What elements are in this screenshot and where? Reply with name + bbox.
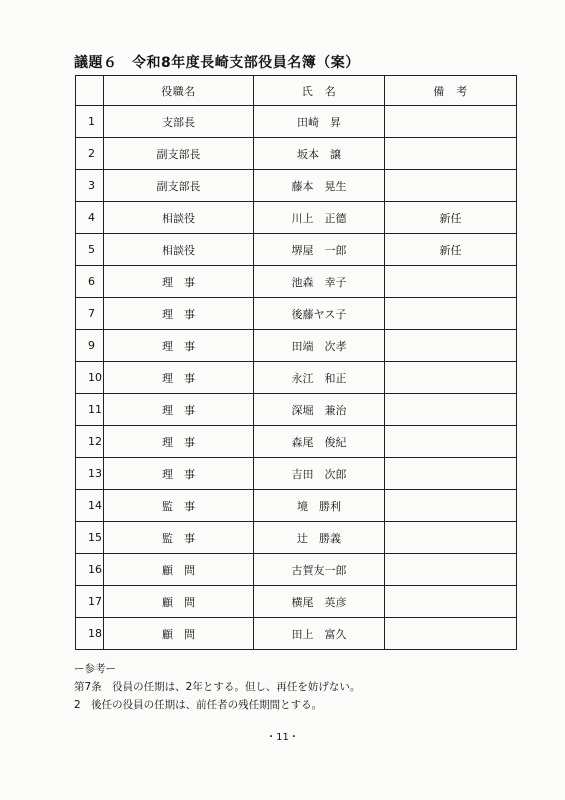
table-row [76, 618, 517, 650]
table-row [76, 426, 517, 458]
header-number [76, 76, 104, 106]
row-number: 18 [76, 618, 104, 650]
row-note [385, 426, 517, 458]
row-name: 田崎 昇 [254, 106, 385, 138]
row-name: 境 勝利 [254, 490, 385, 522]
row-name: 森尾 俊紀 [254, 426, 385, 458]
row-name: 吉田 次郎 [254, 458, 385, 490]
table-row [76, 554, 517, 586]
row-name: 横尾 英彦 [254, 586, 385, 618]
row-number: 7 [76, 298, 104, 330]
row-number: 16 [76, 554, 104, 586]
table-header-row [76, 76, 517, 106]
row-name: 辻 勝義 [254, 522, 385, 554]
table-row [76, 394, 517, 426]
row-position: 顧 問 [104, 554, 254, 586]
row-note [385, 394, 517, 426]
row-position: 監 事 [104, 522, 254, 554]
row-position: 理 事 [104, 266, 254, 298]
table-row [76, 170, 517, 202]
row-note [385, 490, 517, 522]
row-number: 12 [76, 426, 104, 458]
row-note: 新任 [385, 202, 517, 234]
row-name: 永江 和正 [254, 362, 385, 394]
table-row [76, 362, 517, 394]
row-position: 理 事 [104, 426, 254, 458]
table-row [76, 138, 517, 170]
row-name: 堺屋 一郎 [254, 234, 385, 266]
row-number: 17 [76, 586, 104, 618]
row-note [385, 106, 517, 138]
notes-article-7: 第7条 役員の任期は、2年とする。但し、再任を妨げない。 [74, 681, 361, 693]
table-row [76, 458, 517, 490]
row-note [385, 458, 517, 490]
row-name: 坂本 譲 [254, 138, 385, 170]
reference-notes [74, 660, 360, 714]
row-note: 新任 [385, 234, 517, 266]
row-position: 理 事 [104, 458, 254, 490]
table-row [76, 586, 517, 618]
row-number: 2 [76, 138, 104, 170]
table-row [76, 266, 517, 298]
header-position: 役職名 [104, 76, 254, 106]
row-number: 4 [76, 202, 104, 234]
row-position: 理 事 [104, 362, 254, 394]
row-name: 川上 正德 [254, 202, 385, 234]
header-name: 氏 名 [254, 76, 385, 106]
row-name: 池森 幸子 [254, 266, 385, 298]
row-note [385, 138, 517, 170]
row-position: 相談役 [104, 202, 254, 234]
row-position: 理 事 [104, 298, 254, 330]
officer-roster-table [75, 75, 517, 650]
row-position: 支部長 [104, 106, 254, 138]
row-name: 田端 次孝 [254, 330, 385, 362]
table-row [76, 330, 517, 362]
row-number: 10 [76, 362, 104, 394]
document-title: 議題６ 令和8年度長崎支部役員名簿（案） [74, 55, 360, 71]
row-number: 13 [76, 458, 104, 490]
row-note [385, 298, 517, 330]
row-number: 11 [76, 394, 104, 426]
row-name: 藤本 晃生 [254, 170, 385, 202]
row-note [385, 522, 517, 554]
row-number: 15 [76, 522, 104, 554]
row-position: 副支部長 [104, 138, 254, 170]
row-number: 5 [76, 234, 104, 266]
row-position: 顧 問 [104, 586, 254, 618]
row-note [385, 618, 517, 650]
row-note [385, 266, 517, 298]
table-row [76, 522, 517, 554]
row-position: 相談役 [104, 234, 254, 266]
row-number: 1 [76, 106, 104, 138]
row-number: 6 [76, 266, 104, 298]
table-row [76, 234, 517, 266]
row-note [385, 362, 517, 394]
row-note [385, 170, 517, 202]
notes-heading: ー参考ー [74, 663, 116, 675]
page-number: ・11・ [266, 732, 299, 743]
row-position: 理 事 [104, 330, 254, 362]
row-note [385, 554, 517, 586]
row-note [385, 586, 517, 618]
table-row [76, 202, 517, 234]
row-number: 9 [76, 330, 104, 362]
notes-clause-2: 2 後任の役員の任期は、前任者の残任期間とする。 [74, 699, 323, 711]
row-name: 古賀友一郎 [254, 554, 385, 586]
row-position: 顧 問 [104, 618, 254, 650]
table-row [76, 490, 517, 522]
row-note [385, 330, 517, 362]
row-number: 14 [76, 490, 104, 522]
table-row [76, 106, 517, 138]
row-position: 理 事 [104, 394, 254, 426]
row-name: 深堀 兼治 [254, 394, 385, 426]
row-number: 3 [76, 170, 104, 202]
row-name: 田上 富久 [254, 618, 385, 650]
table-row [76, 298, 517, 330]
row-name: 後藤ヤス子 [254, 298, 385, 330]
row-position: 監 事 [104, 490, 254, 522]
row-position: 副支部長 [104, 170, 254, 202]
header-note: 備 考 [385, 76, 517, 106]
